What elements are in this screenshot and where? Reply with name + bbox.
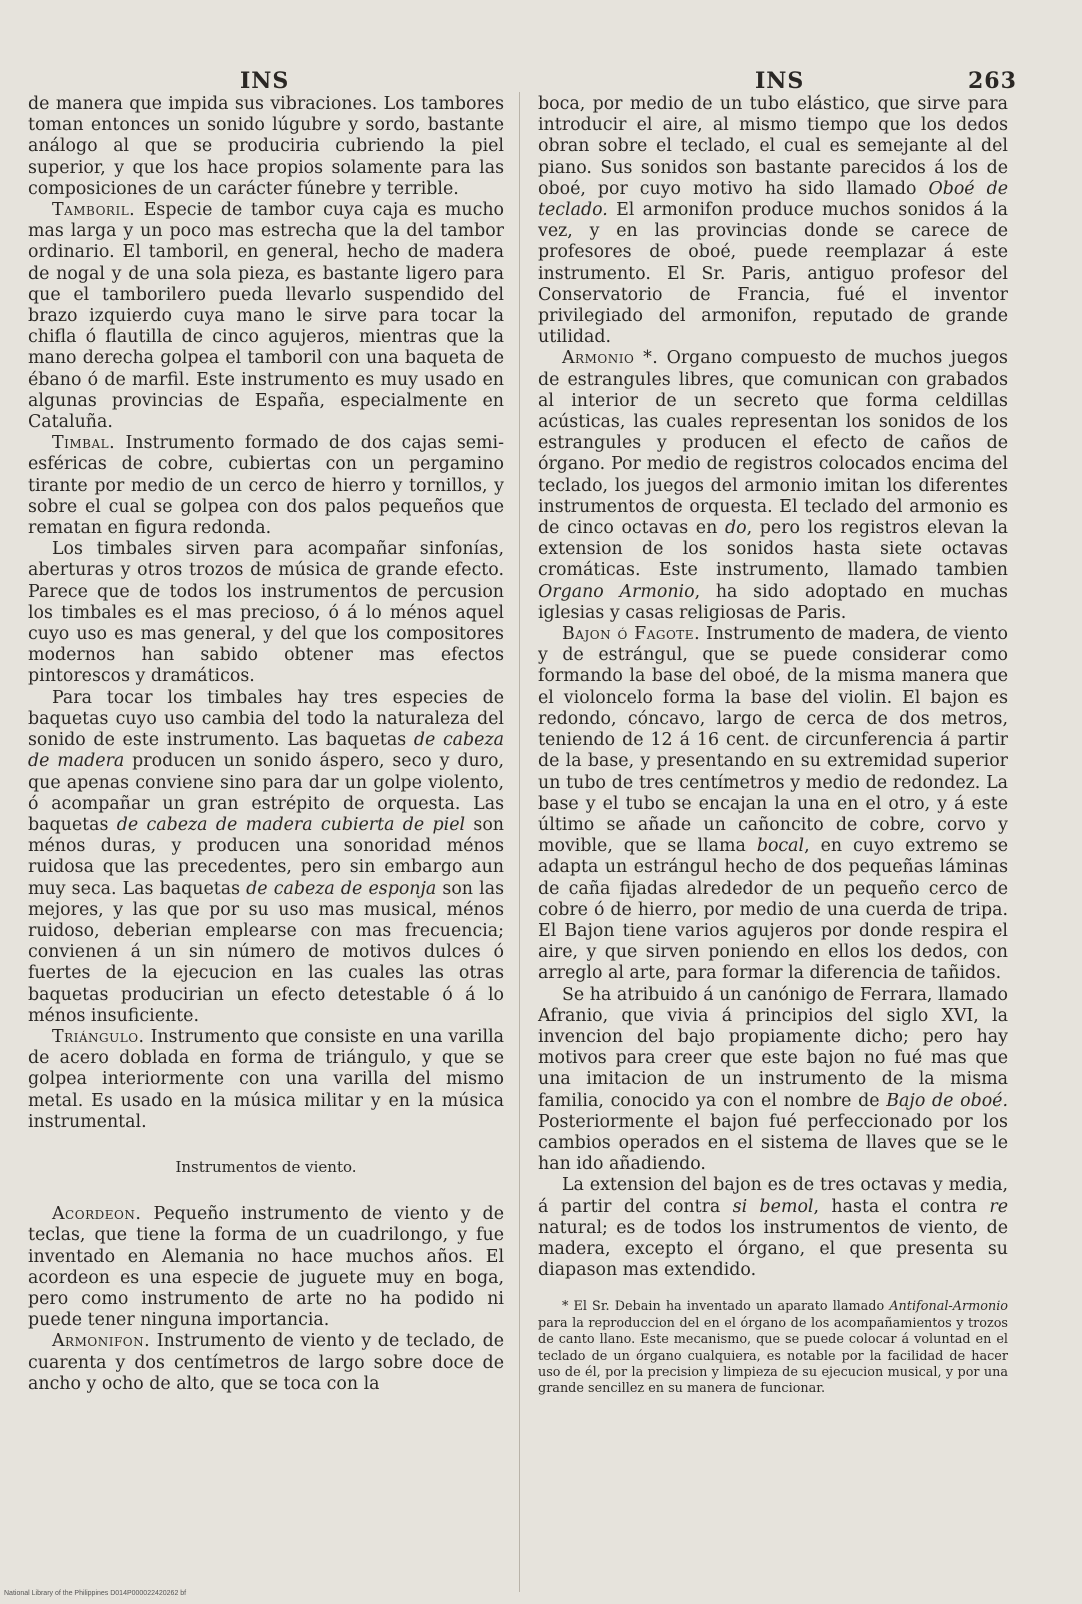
italic-phrase: Organo Armonio — [538, 581, 695, 602]
entry-term: Acordeon. — [52, 1204, 142, 1225]
paragraph — [538, 94, 1008, 348]
library-watermark: National Library of the Philippines D014P000022420262 bf — [4, 1590, 187, 1597]
entry-acordeon — [28, 1204, 504, 1331]
paragraph-text: Posteriormente el bajon fué perfeccionado por los cambios operados en el sistema de llaves que se le han ido añadiendo. — [538, 1111, 1008, 1175]
entry-triangulo — [28, 1027, 504, 1133]
section-heading: Instrumentos de viento. — [175, 1157, 357, 1176]
entry-armonio — [538, 348, 1008, 624]
paragraph-text: Para tocar los timbales hay tres especies de baquetas cuyo uso cambia del todo la naturaleza del sonido de este instrumento. Las baquetas — [28, 687, 504, 751]
paragraph — [28, 688, 504, 1027]
paragraph-text: , hasta el contra — [813, 1196, 990, 1217]
italic-phrase: si bemol — [732, 1196, 814, 1217]
paragraph-text: boca, por medio de un tubo elástico, que sirve para introducir el aire, al mismo tiempo que los dedos obran sobre el teclado, el cual es semejante al del piano. Sus sonidos son bastante parecidos á los de oboé, por cuyo motivo ha sido llamado — [538, 94, 1008, 199]
entry-term: Tamboril. — [52, 200, 136, 221]
entry-text: Instrumento formado de dos cajas semi-esféricas de cobre, cubiertas con un pergamino tirante por medio de un cerco de hierro y tornillos, y sobre el cual se golpea con dos palos pequeños que rematan en figura redonda. — [28, 433, 504, 539]
paragraph-text: de manera que impida sus vibraciones. Los tambores toman entonces un sonido lúgubre y sordo, bastante análogo al que se produciria cubriendo la piel superior, y que los hace propios solamente para las composiciones de un carácter fúnebre y terrible. — [28, 94, 504, 199]
entry-term: Timbal. — [52, 433, 116, 454]
entry-text: Instrumento de madera, de viento y de estrángul, que se puede considerar como formando la base del oboé, de la misma manera que el violoncelo forma la base del violin. El bajon es redondo, cóncavo, largo de cerca de dos metros, teniendo de 12 á 16 cent. de circunferencia á partir de la base, y presentando en su extremidad superior un tubo de tres centímetros y medio de redondez. La base y el tubo se encajan la una en el otro, y á este último se añade un cañoncito de cobre, corvo y movible, que se llama — [538, 624, 1008, 857]
entry-text: Instrumento que consiste en una varilla de acero doblada en forma de triángulo, y que se golpea interiormente con una varilla del mismo metal. Es usado en la música militar y en la música instrumental. — [28, 1026, 504, 1132]
running-head-right: INS — [755, 68, 805, 94]
footnote — [538, 1299, 1008, 1397]
column-divider — [519, 92, 520, 1592]
entry-term: Triángulo. — [52, 1026, 145, 1047]
paragraph-text: son las mejores, y las que por su uso mas musical, ménos ruidoso, deberian emplearse con mas frecuencia; convienen á un sin número de motivos dulces ó fuertes de la ejecucion en las cuales las otras baquetas producirian un efecto detestable ó á lo ménos insuficiente. — [28, 878, 505, 1026]
paragraph-text: Se ha atribuido á un canónigo de Ferrara, llamado Afranio, que vivia á principios del siglo XVI, la invencion del bajo propiamente dicho; pero hay motivos para creer que este bajon no fué mas que una imitacion de un instrumento de la misma familia, conocido ya con el nombre de — [538, 984, 1008, 1111]
entry-text: , pero los registros elevan la extension de los sonidos hasta siete octavas cromáticas. Este instrumento, llamado tambien — [538, 518, 1008, 581]
paragraph-text: Los timbales sirven para acompañar sinfonías, aberturas y otros trozos de música de grande efecto. Parece que de todos los instrumentos de percusion los timbales es el mas precioso, ó á lo ménos aquel cuyo uso es mas general, y del que los compositores modernos han sabido obtener mas efectos pintorescos y dramáticos. — [28, 539, 504, 687]
entry-tamboril — [28, 200, 504, 433]
italic-phrase: Antifonal-Armonio — [889, 1299, 1008, 1315]
paragraph-text: natural; es de todos los instrumentos de viento, de madera, excepto el órgano, el que presenta su diapason mas extendido. — [538, 1217, 1008, 1281]
italic-phrase: de cabeza de madera — [28, 730, 505, 772]
paragraph — [28, 94, 504, 200]
right-column — [538, 94, 1008, 1398]
footnote-text: para la reproduccion del en el órgano de los acompañamientos y trozos de canto llano. Este mecanismo, que se puede colocar á voluntad en el teclado de un órgano cualquiera, es notable por la facilidad de hacer uso de él, por la precision y limpieza de su ejecucion musical, y por una grande sencillez en su manera de funcionar. — [538, 1315, 1008, 1397]
italic-phrase: bocal — [756, 836, 805, 857]
entry-text: Organo compuesto de muchos juegos de estrangules libres, que comunican con grabados al interior de un secreto que forma celdillas acústicas, las cuales representan los sonidos de los estrangules y producen el efecto de caños de órgano. Por medio de registros colocados encima del teclado, los juegos del armonio imitan los diferentes instrumentos de orquesta. El teclado del armonio es de cinco octavas en — [538, 348, 1008, 539]
italic-phrase: re — [989, 1196, 1008, 1217]
entry-text: , ha sido adoptado en muchas iglesias y casas religiosas de Paris. — [538, 581, 1008, 623]
paragraph-text: producen un sonido áspero, seco y duro, que apenas conviene sino para dar un golpe violento, ó acompañar un gran estrépito de orquesta. Las baquetas — [28, 751, 505, 835]
paragraph — [538, 1175, 1008, 1281]
footnote-text: * El Sr. Debain ha inventado un aparato llamado — [562, 1299, 890, 1315]
paragraph-text: son ménos duras, y producen una sonoridad ménos ruidosa que las precedentes, pero sin embargo aun muy seca. Las baquetas — [28, 814, 505, 899]
paragraph-text: La extension del bajon es de tres octavas y media, á partir del contra — [538, 1175, 1008, 1217]
left-column — [28, 94, 504, 1395]
italic-phrase: Oboé de teclado. — [538, 178, 1009, 221]
entry-text: Instrumento de viento y de teclado, de cuarenta y dos centímetros de largo sobre doce de ancho y ocho de alto, que se toca con la — [28, 1331, 504, 1394]
italic-phrase: Bajo de oboé. — [886, 1090, 1008, 1111]
italic-phrase: do — [724, 518, 747, 539]
entry-armonifon — [28, 1331, 504, 1395]
entry-text: , en cuyo extremo se adapta un estrángul hecho de dos pequeñas láminas de caña fijadas alrededor de un pequeño cerco de cobre ó de hierro, por medio de una cuerda de tripa. El Bajon tiene varios agujeros por donde respira el aire, y que sirven poniendo en ellos los dedos, con arreglo al arte, para formar la diferencia de tañidos. — [538, 836, 1008, 984]
entry-text: Especie de tambor cuya caja es mucho mas larga y un poco mas estrecha que la del tambor ordinario. El tamboril, en general, hecho de madera de nogal y de una sola pieza, es bastante ligero para que el tamborilero pueda llevarlo suspendido del brazo izquierdo cuya mano le sirve para tocar la chifla ó flautilla de cinco agujeros, mientras que la mano derecha golpea el tamboril con una baqueta de ébano ó de marfil. Este instrumento es muy usado en algunas provincias de España, especialmente en Cataluña. — [28, 200, 504, 433]
running-head-left: INS — [240, 68, 290, 94]
entry-timbal — [28, 433, 504, 539]
page-number: 263 — [968, 68, 1017, 94]
italic-phrase: de cabeza de madera cubierta de piel — [116, 814, 466, 835]
entry-text: Pequeño instrumento de viento y de teclas, que tiene la forma de un cuadrilongo, y fue inventado en Alemania no hace muchos años. El acordeon es una especie de juguete muy en boga, pero como instrumento de arte no ha podido ni puede tener ninguna importancia. — [28, 1204, 504, 1331]
entry-term: Armonifon. — [52, 1331, 151, 1352]
italic-phrase: de cabeza de esponja — [246, 878, 437, 899]
entry-term: Armonio *. — [562, 348, 659, 369]
paragraph — [28, 539, 504, 687]
paragraph — [538, 985, 1008, 1176]
paragraph-text: El armonifon produce muchos sonidos á la vez, y en las provincias donde se carece de profesores de oboé, puede reemplazar á este instrumento. El Sr. Paris, antiguo profesor del Conservatorio de Francia, fué el inventor privilegiado del armonifon, reputado de grande utilidad. — [538, 200, 1008, 348]
entry-bajon — [538, 624, 1008, 984]
entry-term: Bajon ó Fagote. — [562, 624, 701, 645]
